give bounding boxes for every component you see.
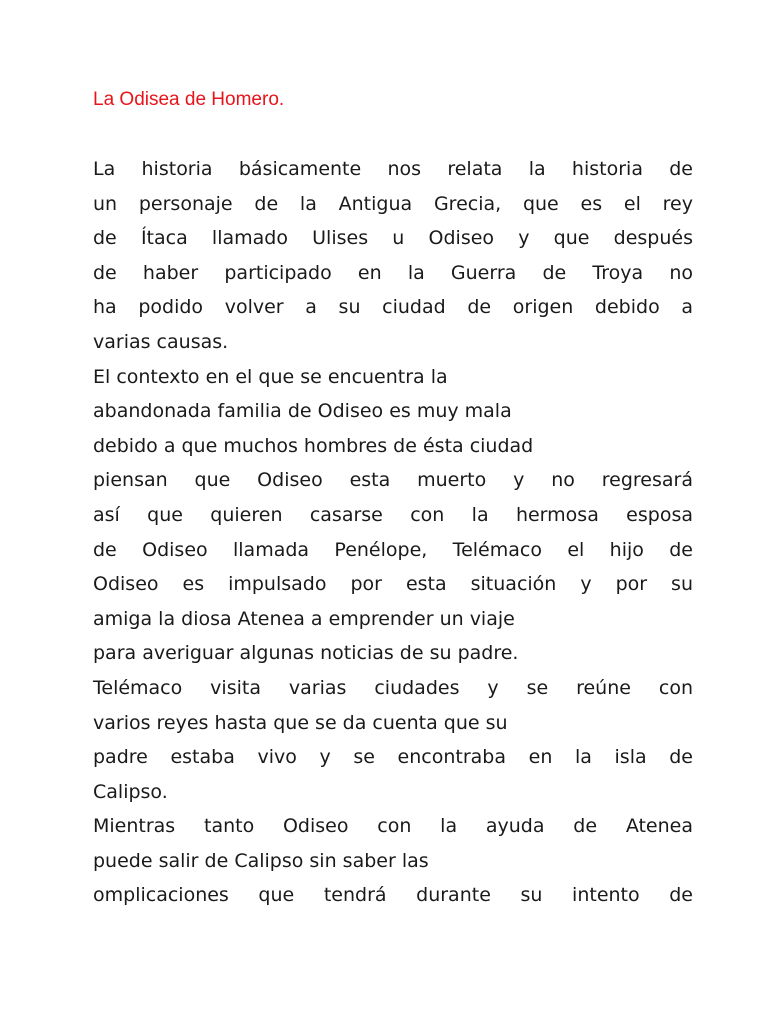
text-line: de haber participado en la Guerra de Troya no: [93, 261, 693, 284]
text-line: un personaje de la Antigua Grecia, que es el rey: [93, 192, 693, 215]
text-line: para averiguar algunas noticias de su padre.: [93, 642, 519, 665]
text-line: Calipso.: [93, 780, 168, 803]
text-line: ha podido volver a su ciudad de origen debido a: [93, 296, 693, 319]
text-line: Odiseo es impulsado por esta situación y por su: [93, 573, 693, 596]
text-line: puede salir de Calipso sin saber las: [93, 849, 429, 872]
text-line: así que quieren casarse con la hermosa esposa: [93, 503, 693, 526]
text-line: de Odiseo llamada Penélope, Telémaco el hijo de: [93, 538, 693, 561]
text-line: El contexto en el que se encuentra la: [93, 365, 448, 388]
text-line: padre estaba vivo y se encontraba en la isla de: [93, 746, 693, 769]
document-body: [93, 152, 693, 913]
text-line: Telémaco visita varias ciudades y se reúne con: [93, 676, 693, 699]
text-line: varios reyes hasta que se da cuenta que su: [93, 711, 508, 734]
text-line: varias causas.: [93, 330, 229, 353]
text-line: piensan que Odiseo esta muerto y no regresará: [93, 469, 693, 492]
text-line: debido a que muchos hombres de ésta ciudad: [93, 434, 534, 457]
text-line: Mientras tanto Odiseo con la ayuda de Atenea: [93, 815, 693, 838]
text-line: omplicaciones que tendrá durante su intento de: [93, 884, 693, 907]
text-line: La historia básicamente nos relata la historia de: [93, 158, 693, 180]
document-title: La Odisea de Homero.: [93, 89, 285, 110]
text-line: abandonada familia de Odiseo es muy mala: [93, 400, 512, 423]
text-line: de Ítaca llamado Ulises u Odiseo y que después: [93, 227, 693, 250]
text-line: amiga la diosa Atenea a emprender un viaje: [93, 607, 515, 630]
